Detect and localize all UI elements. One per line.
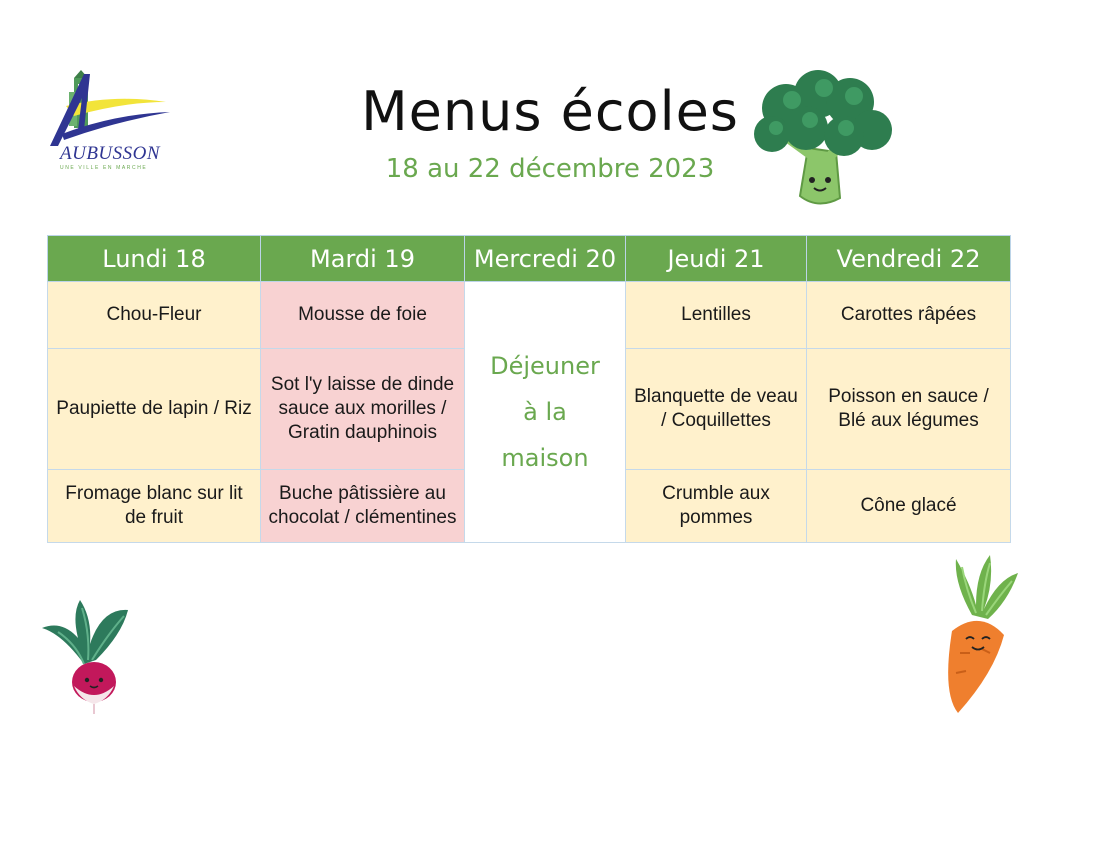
menu-cell: Poisson en sauce / Blé aux légumes: [807, 349, 1011, 470]
radish-icon: [32, 594, 140, 718]
menu-cell: Chou-Fleur: [48, 282, 261, 349]
broccoli-icon: [748, 68, 898, 213]
page-title: Menus écoles: [361, 80, 739, 143]
menu-cell: Mousse de foie: [261, 282, 465, 349]
day-header: Jeudi 21: [626, 236, 807, 282]
day-header: Mardi 19: [261, 236, 465, 282]
day-header: Lundi 18: [48, 236, 261, 282]
menu-cell: Crumble aux pommes: [626, 470, 807, 543]
page-subtitle: 18 au 22 décembre 2023: [385, 154, 715, 184]
menu-cell: Cône glacé: [807, 470, 1011, 543]
menu-cell: Buche pâtissière au chocolat / clémentines: [261, 470, 465, 543]
day-header: Vendredi 22: [807, 236, 1011, 282]
menu-cell: Fromage blanc sur lit de fruit: [48, 470, 261, 543]
menu-cell: Sot l'y laisse de dinde sauce aux morilles / Gratin dauphinois: [261, 349, 465, 470]
home-lunch-line: Déjeuner: [490, 352, 600, 380]
logo-tagline: UNE VILLE EN MARCHE: [60, 165, 148, 171]
menu-cell: Paupiette de lapin / Riz: [48, 349, 261, 470]
menu-cell: Blanquette de veau / Coquillettes: [626, 349, 807, 470]
carrot-icon: [932, 553, 1024, 718]
logo-name: AUBUSSON: [60, 143, 161, 164]
menu-cell: Lentilles: [626, 282, 807, 349]
day-header: Mercredi 20: [465, 236, 626, 282]
menu-cell: Carottes râpées: [807, 282, 1011, 349]
days-header-row: [48, 236, 1011, 282]
home-lunch-cell: [465, 282, 626, 543]
home-lunch-line: à la: [523, 398, 567, 426]
menu-table: [47, 235, 1011, 543]
home-lunch-line: maison: [501, 444, 589, 472]
table-row: [48, 282, 1011, 349]
